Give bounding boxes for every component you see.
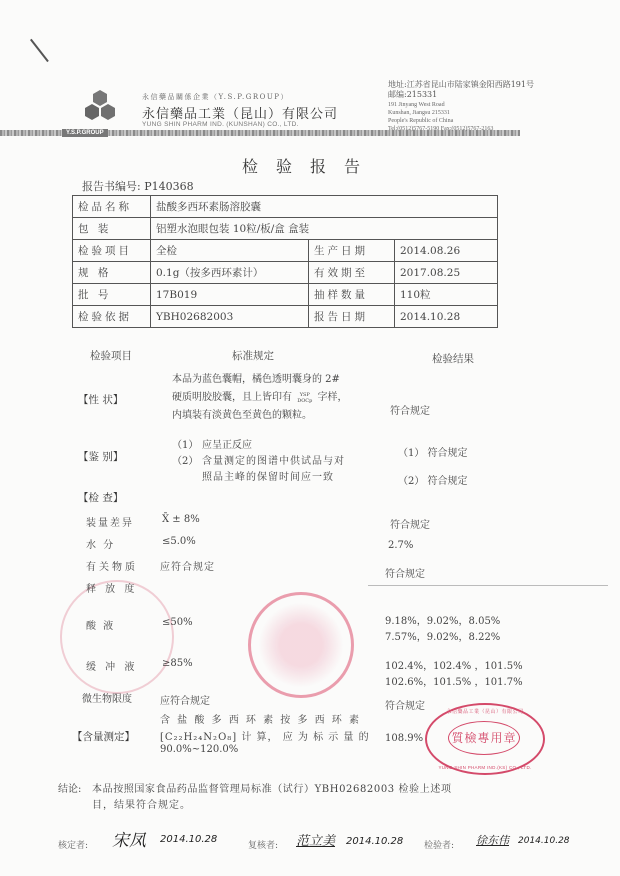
imprint-top: YSP (299, 391, 310, 398)
identification-std-1: 应呈正反应 (202, 440, 252, 451)
column-header-standard: 标准规定 (232, 350, 274, 362)
packaging-label: 包 装 (73, 218, 151, 240)
reviewer-signature: 范立美 (296, 834, 336, 849)
hexagon-cluster-icon (82, 88, 118, 128)
test-items-label: 检验项目 (73, 240, 151, 262)
acid-label: 酸 液 (86, 621, 116, 632)
identification-result-1: （1） 符合规定 (398, 448, 468, 459)
table-row (73, 240, 498, 262)
reviewer-date: 2014.10.28 (346, 836, 404, 847)
report-number-value: P140368 (144, 180, 194, 193)
inspector-label: 检验者: (424, 841, 455, 851)
expiry-label: 有效期至 (309, 262, 395, 284)
product-name-label: 检品名称 (73, 196, 151, 218)
capsule-imprint (297, 392, 312, 404)
fill-variation-standard: X̄ ± 8% (162, 514, 200, 525)
spec-value: 0.1g（按多西环素计） (151, 262, 309, 284)
band-tag: Y.S.P.GROUP (62, 129, 108, 137)
imprint-bottom: DOCp (297, 397, 313, 404)
dissolution-label: 释 放 度 (86, 584, 138, 595)
appearance-label: 【性 状】 (78, 394, 124, 406)
address-cn (388, 80, 534, 100)
divider (368, 585, 608, 586)
conclusion-label: 结论: (58, 784, 82, 795)
approver-label: 核定者: (58, 841, 89, 851)
buffer-label: 缓 冲 液 (86, 662, 138, 673)
identification-result-2: （2） 符合规定 (398, 476, 468, 487)
company-seal (248, 592, 354, 698)
scan-mark (30, 39, 49, 62)
basis-value: YBH02682003 (151, 306, 309, 328)
identification-std-1-no: （1） (172, 440, 199, 451)
report-number (82, 178, 194, 194)
conclusion-text-1: 本品按照国家食品药品监督管理局标准（试行）YBH02682003 检验上述项 (92, 784, 452, 795)
test-items-value: 全检 (151, 240, 309, 262)
address-en-line-3: People's Republic of China (388, 118, 454, 124)
table-row (73, 306, 498, 328)
qc-seal-ring-top: 永信藥品工業（昆山）有限公司 (446, 709, 524, 715)
appearance-standard-2a: 硬质明胶胶囊，且上皆印有 (172, 392, 292, 403)
fill-variation-label: 装量差异 (86, 518, 134, 529)
appearance-standard-2b: 字样， (317, 392, 348, 403)
qc-seal (425, 703, 545, 775)
address-en (388, 101, 493, 133)
inspector-signature: 徐东伟 (476, 834, 509, 847)
table-row (73, 262, 498, 284)
spec-label: 规 格 (73, 262, 151, 284)
appearance-standard-1: 本品为蓝色囊帽，橘色透明囊身的 2# (172, 374, 340, 385)
table-row (73, 196, 498, 218)
column-header-item: 检验项目 (90, 350, 132, 362)
identification-std-2-no: （2） (172, 456, 199, 467)
postcode-line: 邮编:215331 (388, 90, 438, 99)
assay-result: 108.9% (385, 733, 424, 744)
product-name-value: 盐酸多西环素肠溶胶囊 (151, 196, 498, 218)
report-number-label: 报告书编号: (82, 180, 141, 193)
faint-seal (60, 580, 174, 694)
table-row (73, 284, 498, 306)
company-name-en: YUNG SHIN PHARM IND. (KUNSHAN) CO., LTD. (142, 121, 299, 128)
identification-std-2a: 含量测定的图谱中供试品与对 (202, 456, 345, 467)
group-name: 永信藥品關係企業（Y.S.P.GROUP） (142, 93, 289, 101)
acid-result-2: 7.57%，9.02%，8.22% (385, 632, 501, 643)
microbial-standard: 应符合规定 (160, 696, 210, 707)
assay-standard-3: 90.0%~120.0% (160, 744, 239, 755)
approver-date: 2014.10.28 (160, 834, 218, 845)
company-name-cn: 永信藥品工業（昆山）有限公司 (142, 107, 339, 122)
microbial-result: 符合规定 (385, 701, 425, 712)
assay-standard-1: 含 盐 酸 多 西 环 素 按 多 西 环 素 (160, 715, 361, 726)
approver-signature: 宋凤 (112, 831, 146, 851)
reviewer-label: 复核者: (248, 841, 279, 851)
table-row (73, 218, 498, 240)
acid-result-1: 9.18%，9.02%，8.05% (385, 616, 501, 627)
water-standard: ≤5.0% (162, 536, 196, 547)
packaging-value: 铝塑水泡眼包装 10粒/板/盒 盒装 (151, 218, 498, 240)
report-date-label: 报告日期 (309, 306, 395, 328)
assay-standard-2: [C₂₂H₂₄N₂O₈] 计 算， 应 为 标 示 量 的 (160, 732, 370, 743)
batch-value: 17B019 (151, 284, 309, 306)
identification-std-2b: 照品主峰的保留时间应一致 (202, 472, 334, 483)
appearance-standard-2 (172, 388, 348, 404)
mfg-date-label: 生产日期 (309, 240, 395, 262)
water-result: 2.7% (388, 540, 414, 551)
expiry-value: 2017.08.25 (395, 262, 498, 284)
appearance-standard-3: 内填装有淡黄色至黄色的颗粒。 (172, 410, 312, 421)
related-substances-standard: 应符合规定 (160, 562, 215, 573)
address-en-line-2: Kunshan, Jiangsu 215331 (388, 110, 450, 116)
page-title: 检验报告 (241, 157, 378, 176)
water-label: 水 分 (86, 540, 116, 551)
sample-qty-label: 抽样数量 (309, 284, 395, 306)
identification-label: 【鉴 别】 (78, 451, 124, 463)
qc-seal-center: 質檢專用章 (448, 721, 520, 755)
tel-fax-line: Tel:(0512)5767-5190 Fax:(0512)5767-2163 (388, 126, 494, 132)
mfg-date-value: 2014.08.26 (395, 240, 498, 262)
batch-label: 批 号 (73, 284, 151, 306)
related-substances-label: 有关物质 (86, 562, 138, 573)
address-en-line-1: 191 Jinyang West Road (388, 102, 445, 108)
address-line: 地址:江苏省昆山市陆家镇金阳西路191号 (388, 80, 534, 89)
acid-standard: ≤50% (162, 617, 193, 628)
buffer-result-2: 102.6%，101.5% ，101.7% (385, 677, 523, 688)
conclusion-text-2: 目，结果符合规定。 (92, 800, 191, 811)
microbial-label: 微生物限度 (82, 694, 132, 705)
fill-variation-result: 符合规定 (390, 520, 430, 531)
sample-qty-value: 110粒 (395, 284, 498, 306)
buffer-result-1: 102.4%，102.4% ，101.5% (385, 661, 523, 672)
qc-seal-ring-bottom: YUNG SHIN PHARM IND.(KS) CO., LTD. (438, 765, 532, 770)
inspector-date: 2014.10.28 (518, 836, 570, 846)
basis-label: 检验依据 (73, 306, 151, 328)
column-header-result: 检验结果 (432, 353, 474, 365)
inspection-label: 【检 查】 (78, 492, 124, 504)
info-table (72, 195, 498, 328)
assay-label: 【含量测定】 (72, 731, 135, 743)
related-substances-result: 符合规定 (385, 569, 425, 580)
report-date-value: 2014.10.28 (395, 306, 498, 328)
appearance-result: 符合规定 (390, 406, 430, 417)
buffer-standard: ≥85% (162, 658, 193, 669)
